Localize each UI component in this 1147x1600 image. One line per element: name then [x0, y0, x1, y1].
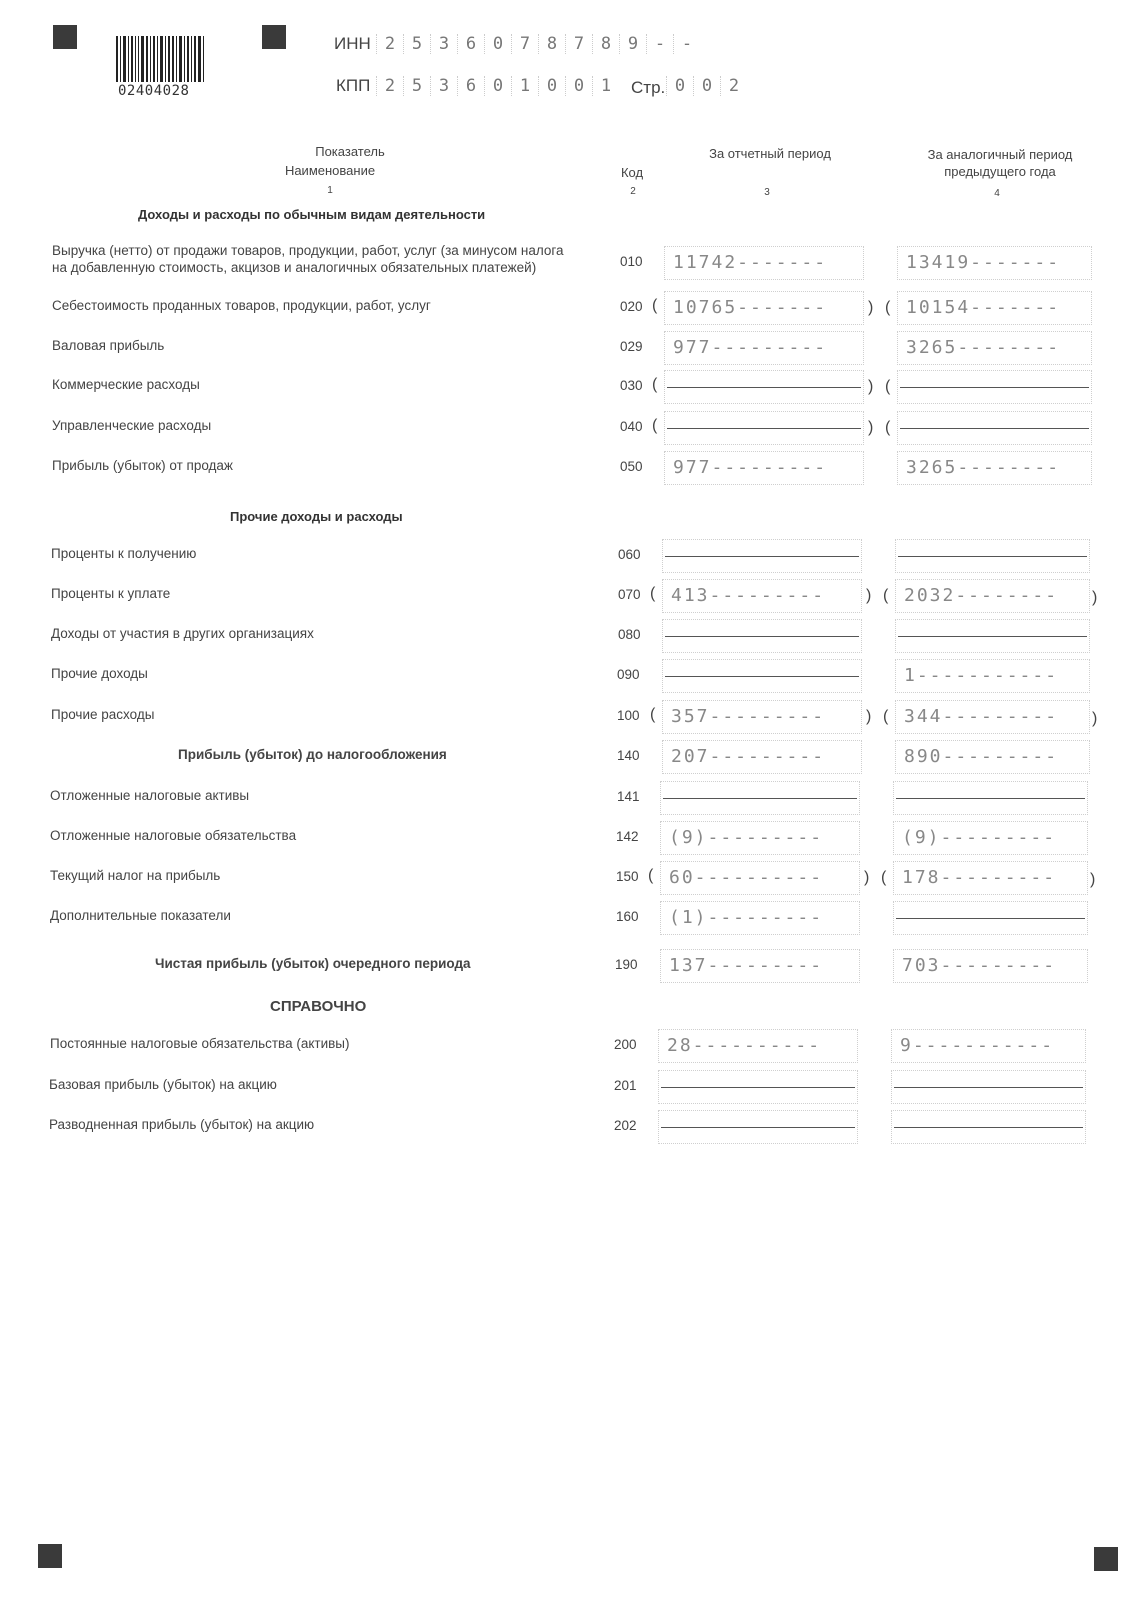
paren-close: ) — [868, 378, 874, 395]
value-previous-year-box — [897, 370, 1092, 404]
empty-value-dash — [661, 1127, 855, 1128]
row-label — [178, 746, 447, 763]
empty-value-dash — [900, 387, 1089, 388]
corner-marker-top-left — [53, 25, 77, 49]
paren-open: ( — [648, 867, 654, 884]
value-previous-year: 178--------- — [902, 867, 1057, 888]
paren-open: ( — [885, 419, 891, 436]
corner-marker-top-right — [262, 25, 286, 49]
section-ordinary-activities: Доходы и расходы по обычным видам деятельности — [138, 207, 486, 222]
value-current-period-box — [662, 539, 862, 573]
digit-cell: 1 — [592, 76, 619, 96]
value-current-period: 137--------- — [669, 955, 824, 976]
row-code: 060 — [618, 547, 641, 562]
value-previous-year-box — [897, 411, 1092, 445]
paren-open: ( — [650, 585, 656, 602]
value-current-period-box — [660, 949, 860, 983]
row-label-line: Текущий налог на прибыль — [50, 868, 221, 883]
empty-value-dash — [661, 1087, 855, 1088]
row-code: 090 — [617, 667, 640, 682]
col4-header-num: 4 — [994, 188, 1000, 199]
value-current-period-box — [664, 246, 864, 280]
value-previous-year-box — [895, 700, 1090, 734]
empty-value-dash — [896, 918, 1085, 919]
value-previous-year-box — [897, 451, 1092, 485]
paren-open: ( — [652, 417, 658, 434]
value-previous-year-box — [893, 901, 1088, 935]
value-previous-year: (9)--------- — [902, 827, 1057, 848]
row-label-line: Отложенные налоговые активы — [50, 788, 250, 803]
col3-header-name: За отчетный период — [709, 146, 831, 161]
digit-cell: 7 — [565, 34, 592, 54]
value-previous-year-box — [897, 291, 1092, 325]
row-label — [49, 1116, 314, 1133]
col2-header-name: Код — [620, 165, 644, 180]
col4-header-line1: За аналогичный период — [927, 147, 1073, 162]
row-label-line: Чистая прибыль (убыток) очередного периода — [155, 956, 471, 971]
value-current-period: 413--------- — [671, 585, 826, 606]
row-label — [52, 242, 564, 276]
value-previous-year: 2032-------- — [904, 585, 1059, 606]
value-previous-year: 890--------- — [904, 746, 1059, 767]
value-current-period: 977--------- — [673, 337, 828, 358]
row-code: 200 — [614, 1037, 637, 1052]
row-label — [52, 337, 164, 354]
value-current-period-box — [658, 1110, 858, 1144]
row-label — [51, 706, 154, 723]
digit-cell: 3 — [430, 34, 457, 54]
page-label: Стр. — [631, 78, 666, 97]
row-code: 190 — [615, 957, 638, 972]
value-current-period: (1)--------- — [669, 907, 824, 928]
value-previous-year-box — [893, 781, 1088, 815]
row-code: 029 — [620, 339, 643, 354]
row-code: 010 — [620, 254, 643, 269]
row-label — [50, 907, 231, 924]
kpp-label: КПП — [336, 76, 371, 95]
row-code: 142 — [616, 829, 639, 844]
row-code: 202 — [614, 1118, 637, 1133]
value-previous-year-box — [891, 1110, 1086, 1144]
section-reference: СПРАВОЧНО — [270, 998, 367, 1015]
row-label-line: Постоянные налоговые обязательства (активы) — [50, 1036, 350, 1051]
digit-cell: 5 — [403, 76, 430, 96]
paren-open: ( — [881, 869, 887, 886]
value-current-period: 10765------- — [673, 297, 828, 318]
value-current-period-box — [662, 579, 862, 613]
value-previous-year-box — [895, 539, 1090, 573]
digit-cell: 8 — [592, 34, 619, 54]
barcode-number: 02404028 — [118, 83, 190, 99]
row-label-line: Проценты к получению — [51, 546, 197, 561]
row-label — [51, 545, 196, 562]
row-label — [155, 955, 471, 972]
row-code: 070 — [618, 587, 641, 602]
paren-open: ( — [652, 297, 658, 314]
barcode — [116, 36, 226, 99]
value-current-period-box — [664, 291, 864, 325]
digit-cell: 5 — [403, 34, 430, 54]
empty-value-dash — [665, 676, 859, 677]
value-current-period: (9)--------- — [669, 827, 824, 848]
paren-close: ) — [866, 708, 872, 725]
paren-open: ( — [883, 587, 889, 604]
value-current-period-box — [662, 619, 862, 653]
value-current-period-box — [660, 861, 860, 895]
paren-close: ) — [868, 419, 874, 436]
inn-label: ИНН — [334, 34, 371, 53]
value-current-period: 60---------- — [669, 867, 824, 888]
digit-cell: 6 — [457, 34, 484, 54]
paren-close: ) — [1090, 871, 1096, 888]
digit-cell: 0 — [693, 76, 720, 96]
col4-header-line2: предыдущего года — [944, 164, 1056, 179]
value-previous-year-box — [895, 740, 1090, 774]
empty-value-dash — [665, 556, 859, 557]
col1-header-num: 1 — [327, 185, 333, 196]
value-current-period: 207--------- — [671, 746, 826, 767]
value-previous-year: 9----------- — [900, 1035, 1055, 1056]
col1-header-name: Наименование — [284, 163, 376, 178]
digit-cell: 0 — [666, 76, 693, 96]
row-label-line: Управленческие расходы — [52, 418, 212, 433]
row-label-line: Выручка (нетто) от продажи товаров, продукции, работ, услуг (за минусом налога — [52, 243, 564, 258]
row-label — [51, 665, 148, 682]
barcode-bars — [116, 36, 226, 82]
value-current-period-box — [664, 451, 864, 485]
digit-cell: 2 — [720, 76, 747, 96]
row-label-line: Проценты к уплате — [51, 586, 171, 601]
inn-digits — [376, 34, 700, 54]
value-previous-year-box — [897, 331, 1092, 365]
digit-cell: 7 — [511, 34, 538, 54]
value-current-period-box — [660, 781, 860, 815]
value-previous-year: 3265-------- — [906, 337, 1061, 358]
value-current-period-box — [662, 700, 862, 734]
col3-header-num: 3 — [764, 187, 770, 198]
row-label-line: Прочие расходы — [51, 707, 155, 722]
value-current-period-box — [664, 370, 864, 404]
value-previous-year: 13419------- — [906, 252, 1061, 273]
value-current-period-box — [658, 1029, 858, 1063]
row-code: 100 — [617, 708, 640, 723]
value-previous-year-box — [891, 1029, 1086, 1063]
value-current-period-box — [662, 659, 862, 693]
paren-close: ) — [864, 869, 870, 886]
value-previous-year: 703--------- — [902, 955, 1057, 976]
row-label — [52, 457, 233, 474]
row-label-line: на добавленную стоимость, акцизов и аналогичных обязательных платежей) — [52, 260, 537, 275]
paren-close: ) — [1092, 710, 1098, 727]
digit-cell: 0 — [538, 76, 565, 96]
value-previous-year-box — [895, 619, 1090, 653]
empty-value-dash — [663, 798, 857, 799]
value-current-period-box — [658, 1070, 858, 1104]
row-code: 080 — [618, 627, 641, 642]
digit-cell: 0 — [484, 76, 511, 96]
col2-header-num: 2 — [630, 186, 636, 197]
paren-open: ( — [883, 708, 889, 725]
empty-value-dash — [898, 636, 1087, 637]
row-label-line: Себестоимость проданных товаров, продукции, работ, услуг — [52, 298, 431, 313]
paren-close: ) — [1092, 589, 1098, 606]
row-label — [52, 417, 211, 434]
value-previous-year-box — [893, 821, 1088, 855]
row-label-line: Разводненная прибыль (убыток) на акцию — [49, 1117, 315, 1132]
page-digits — [666, 76, 747, 96]
row-label-line: Отложенные налоговые обязательства — [50, 828, 297, 843]
row-label — [49, 1076, 277, 1093]
row-code: 140 — [617, 748, 640, 763]
row-code: 201 — [614, 1078, 637, 1093]
digit-cell: 6 — [457, 76, 484, 96]
value-previous-year-box — [893, 949, 1088, 983]
value-previous-year: 3265-------- — [906, 457, 1061, 478]
value-current-period: 357--------- — [671, 706, 826, 727]
row-label-line: Доходы от участия в других организациях — [51, 626, 314, 641]
row-code: 160 — [616, 909, 639, 924]
value-previous-year-box — [895, 659, 1090, 693]
digit-cell: 9 — [619, 34, 646, 54]
row-label-line: Коммерческие расходы — [52, 377, 200, 392]
empty-value-dash — [894, 1127, 1083, 1128]
value-current-period-box — [662, 740, 862, 774]
row-label — [50, 867, 220, 884]
paren-close: ) — [866, 587, 872, 604]
empty-value-dash — [896, 798, 1085, 799]
value-current-period: 977--------- — [673, 457, 828, 478]
value-current-period-box — [660, 821, 860, 855]
empty-value-dash — [665, 636, 859, 637]
row-label — [52, 376, 200, 393]
paren-open: ( — [885, 378, 891, 395]
value-current-period-box — [664, 411, 864, 445]
row-label-line: Базовая прибыль (убыток) на акцию — [49, 1077, 277, 1092]
value-previous-year-box — [893, 861, 1088, 895]
paren-close: ) — [868, 299, 874, 316]
empty-value-dash — [667, 428, 861, 429]
kpp-digits — [376, 76, 619, 96]
row-label — [51, 625, 314, 642]
digit-cell: 1 — [511, 76, 538, 96]
section-other-income: Прочие доходы и расходы — [230, 509, 403, 524]
value-current-period-box — [660, 901, 860, 935]
row-label-line: Прочие доходы — [51, 666, 148, 681]
paren-open: ( — [652, 376, 658, 393]
digit-cell: 2 — [376, 76, 403, 96]
row-label-line: Дополнительные показатели — [50, 908, 231, 923]
digit-cell: 0 — [565, 76, 592, 96]
empty-value-dash — [894, 1087, 1083, 1088]
row-code: 040 — [620, 419, 643, 434]
row-code: 030 — [620, 378, 643, 393]
col1-header-top: Показатель — [315, 144, 385, 159]
digit-cell: 8 — [538, 34, 565, 54]
row-label — [52, 297, 431, 314]
digit-cell: - — [673, 34, 700, 54]
paren-open: ( — [650, 706, 656, 723]
digit-cell: - — [646, 34, 673, 54]
corner-marker-bottom-right — [1094, 1547, 1118, 1571]
value-current-period: 28---------- — [667, 1035, 822, 1056]
row-label — [50, 787, 249, 804]
value-previous-year-box — [897, 246, 1092, 280]
row-label — [51, 585, 170, 602]
value-previous-year: 10154------- — [906, 297, 1061, 318]
empty-value-dash — [898, 556, 1087, 557]
empty-value-dash — [900, 428, 1089, 429]
row-label-line: Прибыль (убыток) от продаж — [52, 458, 233, 473]
digit-cell: 0 — [484, 34, 511, 54]
digit-cell: 3 — [430, 76, 457, 96]
row-label — [50, 827, 296, 844]
value-previous-year-box — [895, 579, 1090, 613]
row-label-line: Прибыль (убыток) до налогообложения — [178, 747, 447, 762]
paren-open: ( — [885, 299, 891, 316]
row-code: 020 — [620, 299, 643, 314]
value-previous-year: 1----------- — [904, 665, 1059, 686]
row-label-line: Валовая прибыль — [52, 338, 165, 353]
row-code: 141 — [617, 789, 640, 804]
value-previous-year-box — [891, 1070, 1086, 1104]
row-code: 150 — [616, 869, 639, 884]
value-current-period-box — [664, 331, 864, 365]
row-label — [50, 1035, 349, 1052]
row-code: 050 — [620, 459, 643, 474]
digit-cell: 2 — [376, 34, 403, 54]
empty-value-dash — [667, 387, 861, 388]
value-previous-year: 344--------- — [904, 706, 1059, 727]
value-current-period: 11742------- — [673, 252, 828, 273]
corner-marker-bottom-left — [38, 1544, 62, 1568]
